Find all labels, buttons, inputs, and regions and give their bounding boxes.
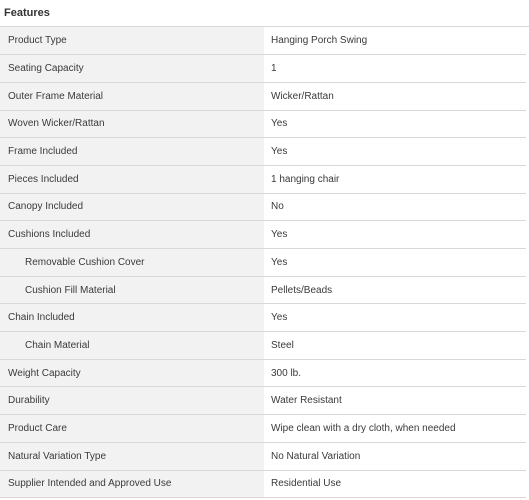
row-value-chain-included: Yes bbox=[264, 304, 526, 332]
row-label-outer-frame-material: Outer Frame Material bbox=[0, 82, 264, 110]
row-label-product-type: Product Type bbox=[0, 27, 264, 55]
table-row bbox=[0, 82, 526, 110]
table-row bbox=[0, 304, 526, 332]
table-row bbox=[0, 332, 526, 360]
table-row bbox=[0, 415, 526, 443]
table-row bbox=[0, 55, 526, 83]
row-value-cushion-fill-material: Pellets/Beads bbox=[264, 276, 526, 304]
features-table-body bbox=[0, 27, 526, 498]
row-label-removable-cushion-cover: Removable Cushion Cover bbox=[0, 249, 264, 277]
row-label-supplier-intended-use: Supplier Intended and Approved Use bbox=[0, 470, 264, 498]
features-table bbox=[0, 27, 526, 498]
row-label-canopy-included: Canopy Included bbox=[0, 193, 264, 221]
row-value-weight-capacity: 300 lb. bbox=[264, 359, 526, 387]
table-row bbox=[0, 276, 526, 304]
row-value-outer-frame-material: Wicker/Rattan bbox=[264, 82, 526, 110]
table-row bbox=[0, 193, 526, 221]
row-value-woven-wicker-rattan: Yes bbox=[264, 110, 526, 138]
row-value-cushions-included: Yes bbox=[264, 221, 526, 249]
row-label-seating-capacity: Seating Capacity bbox=[0, 55, 264, 83]
row-label-product-care: Product Care bbox=[0, 415, 264, 443]
row-value-chain-material: Steel bbox=[264, 332, 526, 360]
row-value-seating-capacity: 1 bbox=[264, 55, 526, 83]
table-row bbox=[0, 221, 526, 249]
row-label-frame-included: Frame Included bbox=[0, 138, 264, 166]
row-value-removable-cushion-cover: Yes bbox=[264, 249, 526, 277]
row-label-cushions-included: Cushions Included bbox=[0, 221, 264, 249]
row-label-durability: Durability bbox=[0, 387, 264, 415]
table-row bbox=[0, 138, 526, 166]
row-label-natural-variation-type: Natural Variation Type bbox=[0, 442, 264, 470]
features-heading: Features bbox=[0, 0, 529, 27]
row-value-product-type: Hanging Porch Swing bbox=[264, 27, 526, 55]
row-value-durability: Water Resistant bbox=[264, 387, 526, 415]
row-value-pieces-included: 1 hanging chair bbox=[264, 165, 526, 193]
table-row bbox=[0, 249, 526, 277]
row-label-cushion-fill-material: Cushion Fill Material bbox=[0, 276, 264, 304]
row-label-woven-wicker-rattan: Woven Wicker/Rattan bbox=[0, 110, 264, 138]
row-label-chain-material: Chain Material bbox=[0, 332, 264, 360]
table-row bbox=[0, 110, 526, 138]
row-value-product-care: Wipe clean with a dry cloth, when needed bbox=[264, 415, 526, 443]
row-label-pieces-included: Pieces Included bbox=[0, 165, 264, 193]
table-row bbox=[0, 442, 526, 470]
row-value-frame-included: Yes bbox=[264, 138, 526, 166]
row-value-natural-variation-type: No Natural Variation bbox=[264, 442, 526, 470]
table-row bbox=[0, 470, 526, 498]
row-value-supplier-intended-use: Residential Use bbox=[264, 470, 526, 498]
table-row bbox=[0, 359, 526, 387]
table-row bbox=[0, 27, 526, 55]
table-row bbox=[0, 387, 526, 415]
row-label-weight-capacity: Weight Capacity bbox=[0, 359, 264, 387]
table-row bbox=[0, 165, 526, 193]
row-label-chain-included: Chain Included bbox=[0, 304, 264, 332]
row-value-canopy-included: No bbox=[264, 193, 526, 221]
